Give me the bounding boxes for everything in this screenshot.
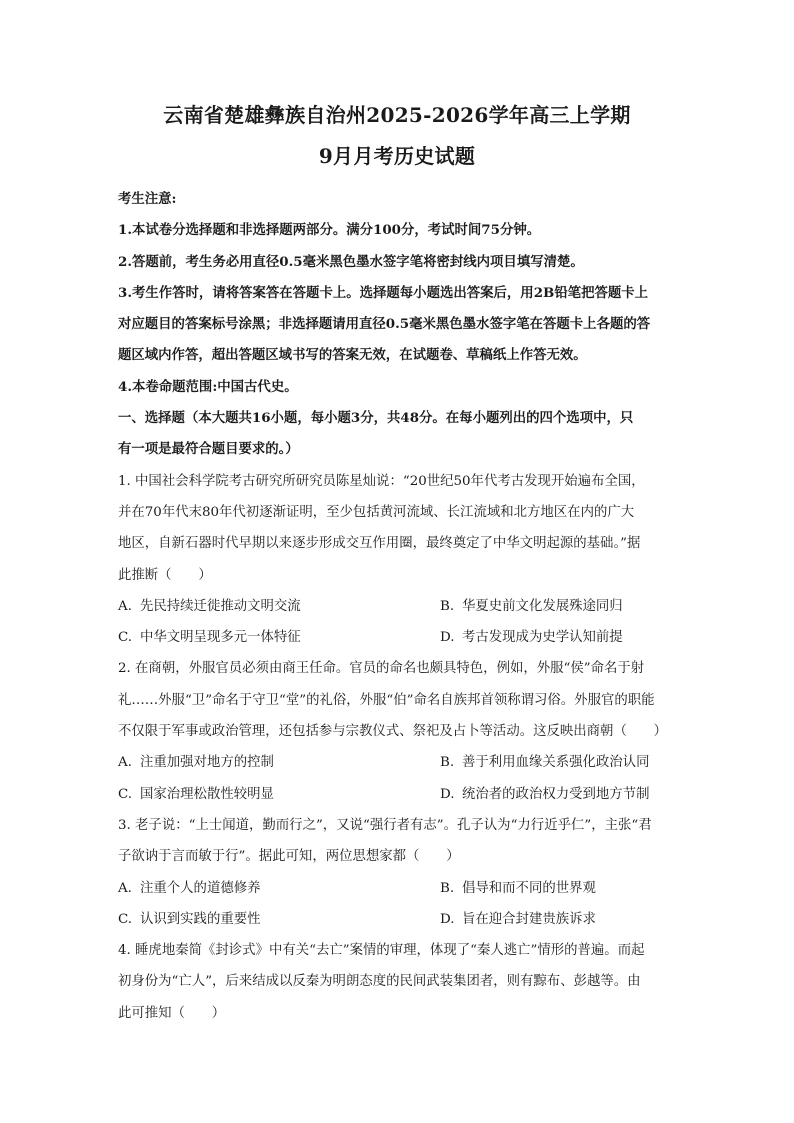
option-list [118, 591, 676, 654]
option-text: 先民持续迁徙推动文明交流 [140, 598, 301, 614]
question-4 [118, 935, 676, 1029]
option-key: C. [118, 786, 133, 802]
option-key: B. [440, 880, 455, 896]
option-list [118, 747, 676, 810]
option-key: A. [118, 598, 132, 614]
option-text: 中华文明呈现多元一体特征 [140, 630, 301, 646]
option-text: 认识到实践的重要性 [140, 911, 261, 927]
option-key: B. [440, 598, 455, 614]
question-stem-line: 初身份为“亡人”，后来结成以反秦为明朗态度的民间武装集团者，则有黥布、彭越等。由 [118, 974, 641, 990]
option-text: 旨在迎合封建贵族诉求 [462, 911, 596, 927]
notice-item: 对应题目的答案标号涂黑；非选择题请用直径0.5毫米黑色墨水签字笔在答题卡上各题的答 [118, 316, 651, 333]
question-stem-line: 3. 老子说：“上士闻道，勤而行之”，又说“强行者有志”。孔子认为“力行近乎仁”，主张“君 [118, 817, 652, 833]
option-text: 华夏史前文化发展殊途同归 [462, 598, 623, 614]
notice-heading: 考生注意: [118, 191, 177, 207]
option-c [118, 904, 440, 935]
question-1 [118, 466, 676, 654]
option-d [440, 904, 676, 935]
notice-item: 4.本卷命题范围:中国古代史。 [118, 378, 298, 395]
option-key: A. [118, 880, 132, 896]
option-d [440, 779, 676, 810]
option-a [118, 591, 440, 622]
option-b [440, 873, 676, 904]
option-key: D. [440, 630, 455, 646]
option-d [440, 622, 676, 653]
option-c [118, 779, 440, 810]
option-list [118, 873, 676, 936]
question-stem-line: 地区，自新石器时代早期以来逐步形成交互作用圈，最终奠定了中华文明起源的基础。”据 [118, 536, 641, 552]
question-stem-line: 礼……外服“卫”命名于守卫“堂”的礼俗，外服“伯”命名自族邦首领称谓习俗。外服官的职能 [118, 692, 655, 708]
option-text: 善于利用血缘关系强化政治认同 [462, 755, 650, 771]
question-stem-line: 子欲讷于言而敏于行”。据此可知，两位思想家都（ ） [118, 849, 460, 865]
exam-title-line1: 云南省楚雄彝族自治州2025-2026学年高三上学期 [163, 103, 631, 127]
option-text: 考古发现成为史学认知前提 [462, 630, 623, 646]
notice-item: 题区域内作答，超出答题区域书写的答案无效，在试题卷、草稿纸上作答无效。 [118, 347, 587, 364]
option-text: 国家治理松散性较明显 [140, 786, 274, 802]
question-stem-line: 不仅限于军事或政治管理，还包括参与宗教仪式、祭祀及占卜等活动。这反映出商朝（ ） [118, 724, 668, 740]
section-heading: 一、选择题（本大题共16小题，每小题3分，共48分。在每小题列出的四个选项中，只 [118, 410, 634, 427]
option-c [118, 622, 440, 653]
question-stem-line: 4. 睡虎地秦简《封诊式》中有关“去亡”案情的审理，体现了“秦人逃亡”情形的普遍。而起 [118, 943, 645, 959]
option-key: D. [440, 911, 455, 927]
question-2 [118, 653, 676, 809]
option-key: C. [118, 911, 133, 927]
question-stem-line: 并在70年代末80年代初逐渐证明，至少包括黄河流域、长江流域和北方地区在内的广大 [118, 504, 635, 520]
option-text: 注重加强对地方的控制 [140, 755, 274, 771]
option-a [118, 747, 440, 778]
question-stem-line: 此推断（ ） [118, 567, 212, 583]
option-text: 统治者的政治权力受到地方节制 [462, 786, 650, 802]
option-key: D. [440, 786, 455, 802]
notice-item: 1.本试卷分选择题和非选择题两部分。满分100分，考试时间75分钟。 [118, 222, 541, 239]
exam-body [118, 184, 676, 1029]
option-a [118, 873, 440, 904]
question-stem-line: 1. 中国社会科学院考古研究所研究员陈星灿说：“20世纪50年代考古发现开始遍布全国， [118, 473, 645, 489]
option-key: B. [440, 755, 455, 771]
question-stem-line: 此可推知（ ） [118, 1005, 226, 1021]
section-heading-cont: 有一项是最符合题目要求的。） [118, 441, 299, 458]
question-stem-line: 2. 在商朝，外服官员必须由商王任命。官员的命名也颇具特色，例如，外服“侯”命名于射 [118, 661, 645, 677]
option-key: A. [118, 755, 132, 771]
notice-item: 2.答题前，考生务必用直径0.5毫米黑色墨水签字笔将密封线内项目填写清楚。 [118, 253, 584, 270]
exam-title-line2: 9月月考历史试题 [318, 144, 476, 168]
option-key: C. [118, 630, 133, 646]
question-3 [118, 810, 676, 935]
option-text: 倡导和而不同的世界观 [462, 880, 596, 896]
notice-item: 3.考生作答时，请将答案答在答题卡上。选择题每小题选出答案后，用2B铅笔把答题卡上 [118, 284, 649, 301]
option-b [440, 591, 676, 622]
option-b [440, 747, 676, 778]
option-text: 注重个人的道德修养 [140, 880, 261, 896]
